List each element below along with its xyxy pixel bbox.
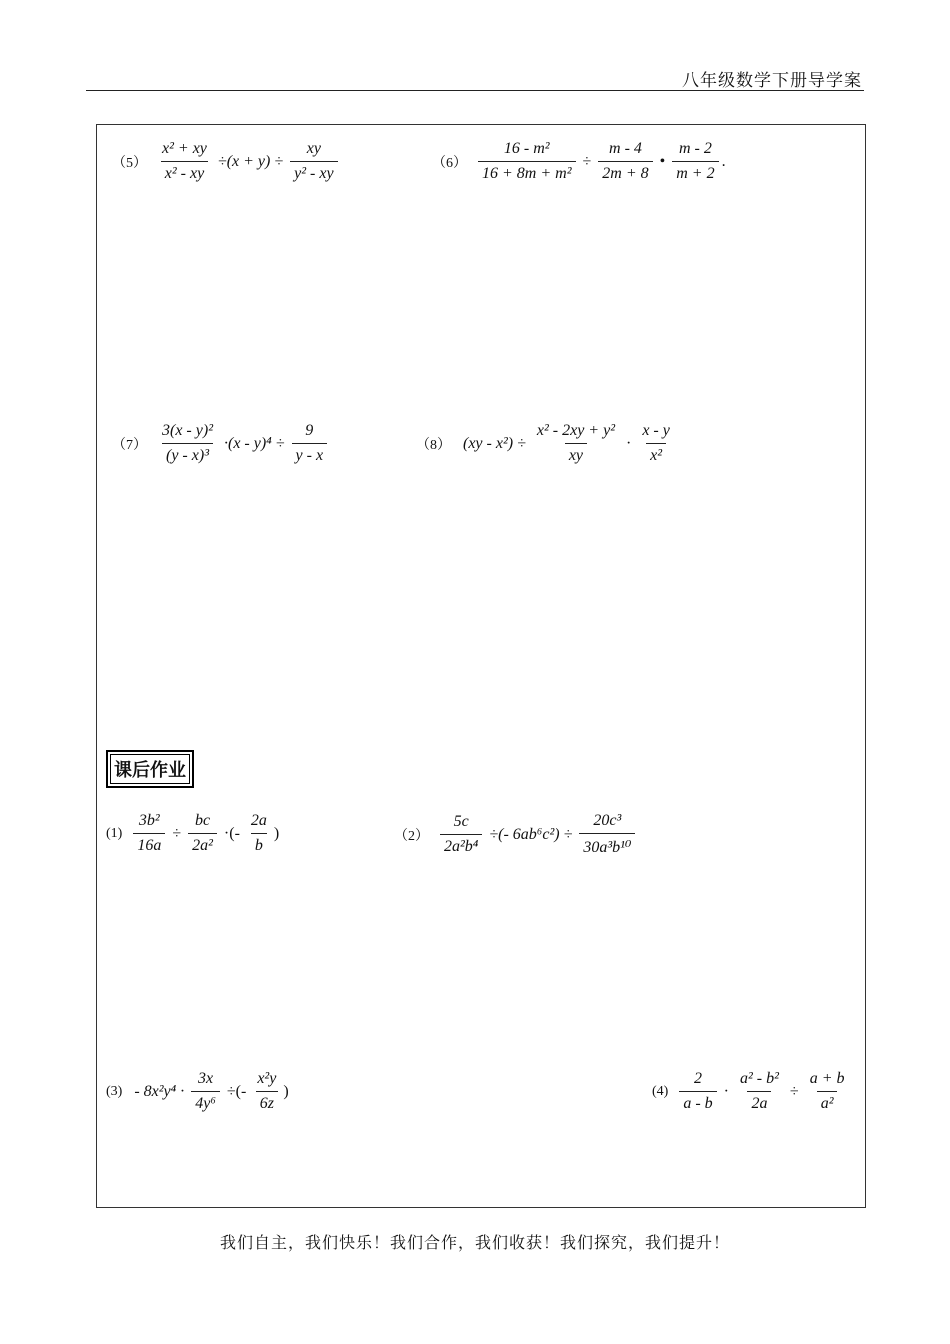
numerator: m - 4 xyxy=(609,140,642,157)
numerator: 2 xyxy=(693,1070,702,1087)
end-mark: ) xyxy=(273,824,280,842)
homework-1 xyxy=(106,812,279,855)
fraction xyxy=(247,812,271,855)
operator: ÷(- xyxy=(226,1082,247,1100)
operator: · xyxy=(723,1082,729,1100)
fraction xyxy=(736,1070,783,1113)
operator: ÷(x + y) ÷ xyxy=(217,152,284,170)
numerator: xy xyxy=(306,140,321,157)
fraction xyxy=(598,140,652,183)
footer-motto: 我们自主，我们快乐！我们合作，我们收获！我们探究，我们提升！ xyxy=(219,1235,730,1252)
numerator: x² - 2xy + y² xyxy=(536,422,615,439)
numerator: x²y xyxy=(257,1070,277,1087)
denominator: 16 + 8m + m² xyxy=(478,161,576,183)
denominator: 30a³b¹⁰ xyxy=(579,833,635,857)
numerator: m - 2 xyxy=(678,140,712,157)
homework-badge-label: 课后作业 xyxy=(110,754,190,784)
problem-label: (3) xyxy=(106,1083,123,1099)
fraction xyxy=(806,1070,849,1113)
numerator: bc xyxy=(194,812,211,829)
operator: (xy - x²) ÷ xyxy=(463,434,526,452)
fraction xyxy=(191,1070,220,1113)
denominator: 16a xyxy=(133,833,165,855)
denominator: y - x xyxy=(292,443,328,465)
problem-6 xyxy=(432,140,726,183)
header-title: 八年级数学下册导学案 xyxy=(682,71,862,90)
denominator: y² - xy xyxy=(290,161,337,183)
fraction xyxy=(679,1070,716,1113)
operator: ÷(- 6ab⁶c²) ÷ xyxy=(489,825,573,843)
numerator: 3(x - y)² xyxy=(162,422,213,439)
denominator: 2a xyxy=(747,1091,771,1113)
fraction xyxy=(253,1070,280,1113)
operator: ·(x - y)⁴ ÷ xyxy=(223,434,285,452)
fraction xyxy=(638,422,674,465)
denominator: x² - xy xyxy=(161,161,208,183)
operator: - 8x²y⁴ · xyxy=(134,1082,185,1100)
homework-2 xyxy=(394,812,638,857)
homework-4 xyxy=(652,1070,851,1113)
denominator: m + 2 xyxy=(672,161,718,183)
fraction xyxy=(440,813,482,856)
fraction xyxy=(292,422,328,465)
numerator: 5c xyxy=(453,813,469,830)
numerator: 3x xyxy=(198,1070,214,1087)
problem-label: (1) xyxy=(106,825,123,841)
numerator: 3b² xyxy=(138,812,160,829)
denominator: x² xyxy=(646,443,666,465)
operator: ÷ xyxy=(789,1082,799,1100)
fraction xyxy=(579,812,635,857)
problem-label: （8） xyxy=(416,437,451,453)
operator: ÷ xyxy=(582,152,592,170)
numerator: x² + xy xyxy=(162,140,207,157)
fraction xyxy=(672,140,718,183)
end-mark: ) xyxy=(283,1082,289,1100)
fraction xyxy=(478,140,576,183)
problem-8 xyxy=(416,422,677,465)
problem-label: （5） xyxy=(112,155,147,171)
homework-3 xyxy=(106,1070,289,1113)
problem-label: (4) xyxy=(652,1083,669,1099)
operator: ÷ xyxy=(172,824,182,842)
numerator: a² - b² xyxy=(739,1070,779,1087)
operator: · xyxy=(626,434,632,452)
problem-5 xyxy=(112,140,341,183)
numerator: 20c³ xyxy=(593,812,622,829)
header-rule xyxy=(86,90,864,91)
problem-label: （6） xyxy=(432,155,467,171)
denominator: 2a²b⁴ xyxy=(440,834,482,856)
denominator: 2m + 8 xyxy=(598,161,652,183)
fraction xyxy=(158,422,217,465)
fraction xyxy=(158,140,211,183)
fraction xyxy=(188,812,217,855)
operator: ·(- xyxy=(223,824,240,842)
end-mark: . xyxy=(721,152,726,170)
denominator: (y - x)³ xyxy=(162,443,213,465)
problem-label: （2） xyxy=(394,828,429,844)
numerator: x - y xyxy=(642,422,670,439)
denominator: b xyxy=(251,833,267,855)
numerator: a + b xyxy=(809,1070,845,1087)
denominator: 4y⁶ xyxy=(191,1091,220,1113)
denominator: a² xyxy=(817,1091,838,1113)
denominator: 6z xyxy=(256,1091,278,1113)
numerator: 16 - m² xyxy=(503,140,550,157)
numerator: 9 xyxy=(305,422,314,439)
fraction xyxy=(133,812,165,855)
homework-badge xyxy=(106,750,194,788)
problem-label: （7） xyxy=(112,437,147,453)
numerator: 2a xyxy=(250,812,267,829)
denominator: a - b xyxy=(679,1091,716,1113)
problem-7 xyxy=(112,422,330,465)
operator: • xyxy=(659,152,666,170)
fraction xyxy=(533,422,619,465)
denominator: 2a² xyxy=(188,833,217,855)
fraction xyxy=(290,140,337,183)
content-frame xyxy=(96,124,866,1208)
denominator: xy xyxy=(565,443,587,465)
